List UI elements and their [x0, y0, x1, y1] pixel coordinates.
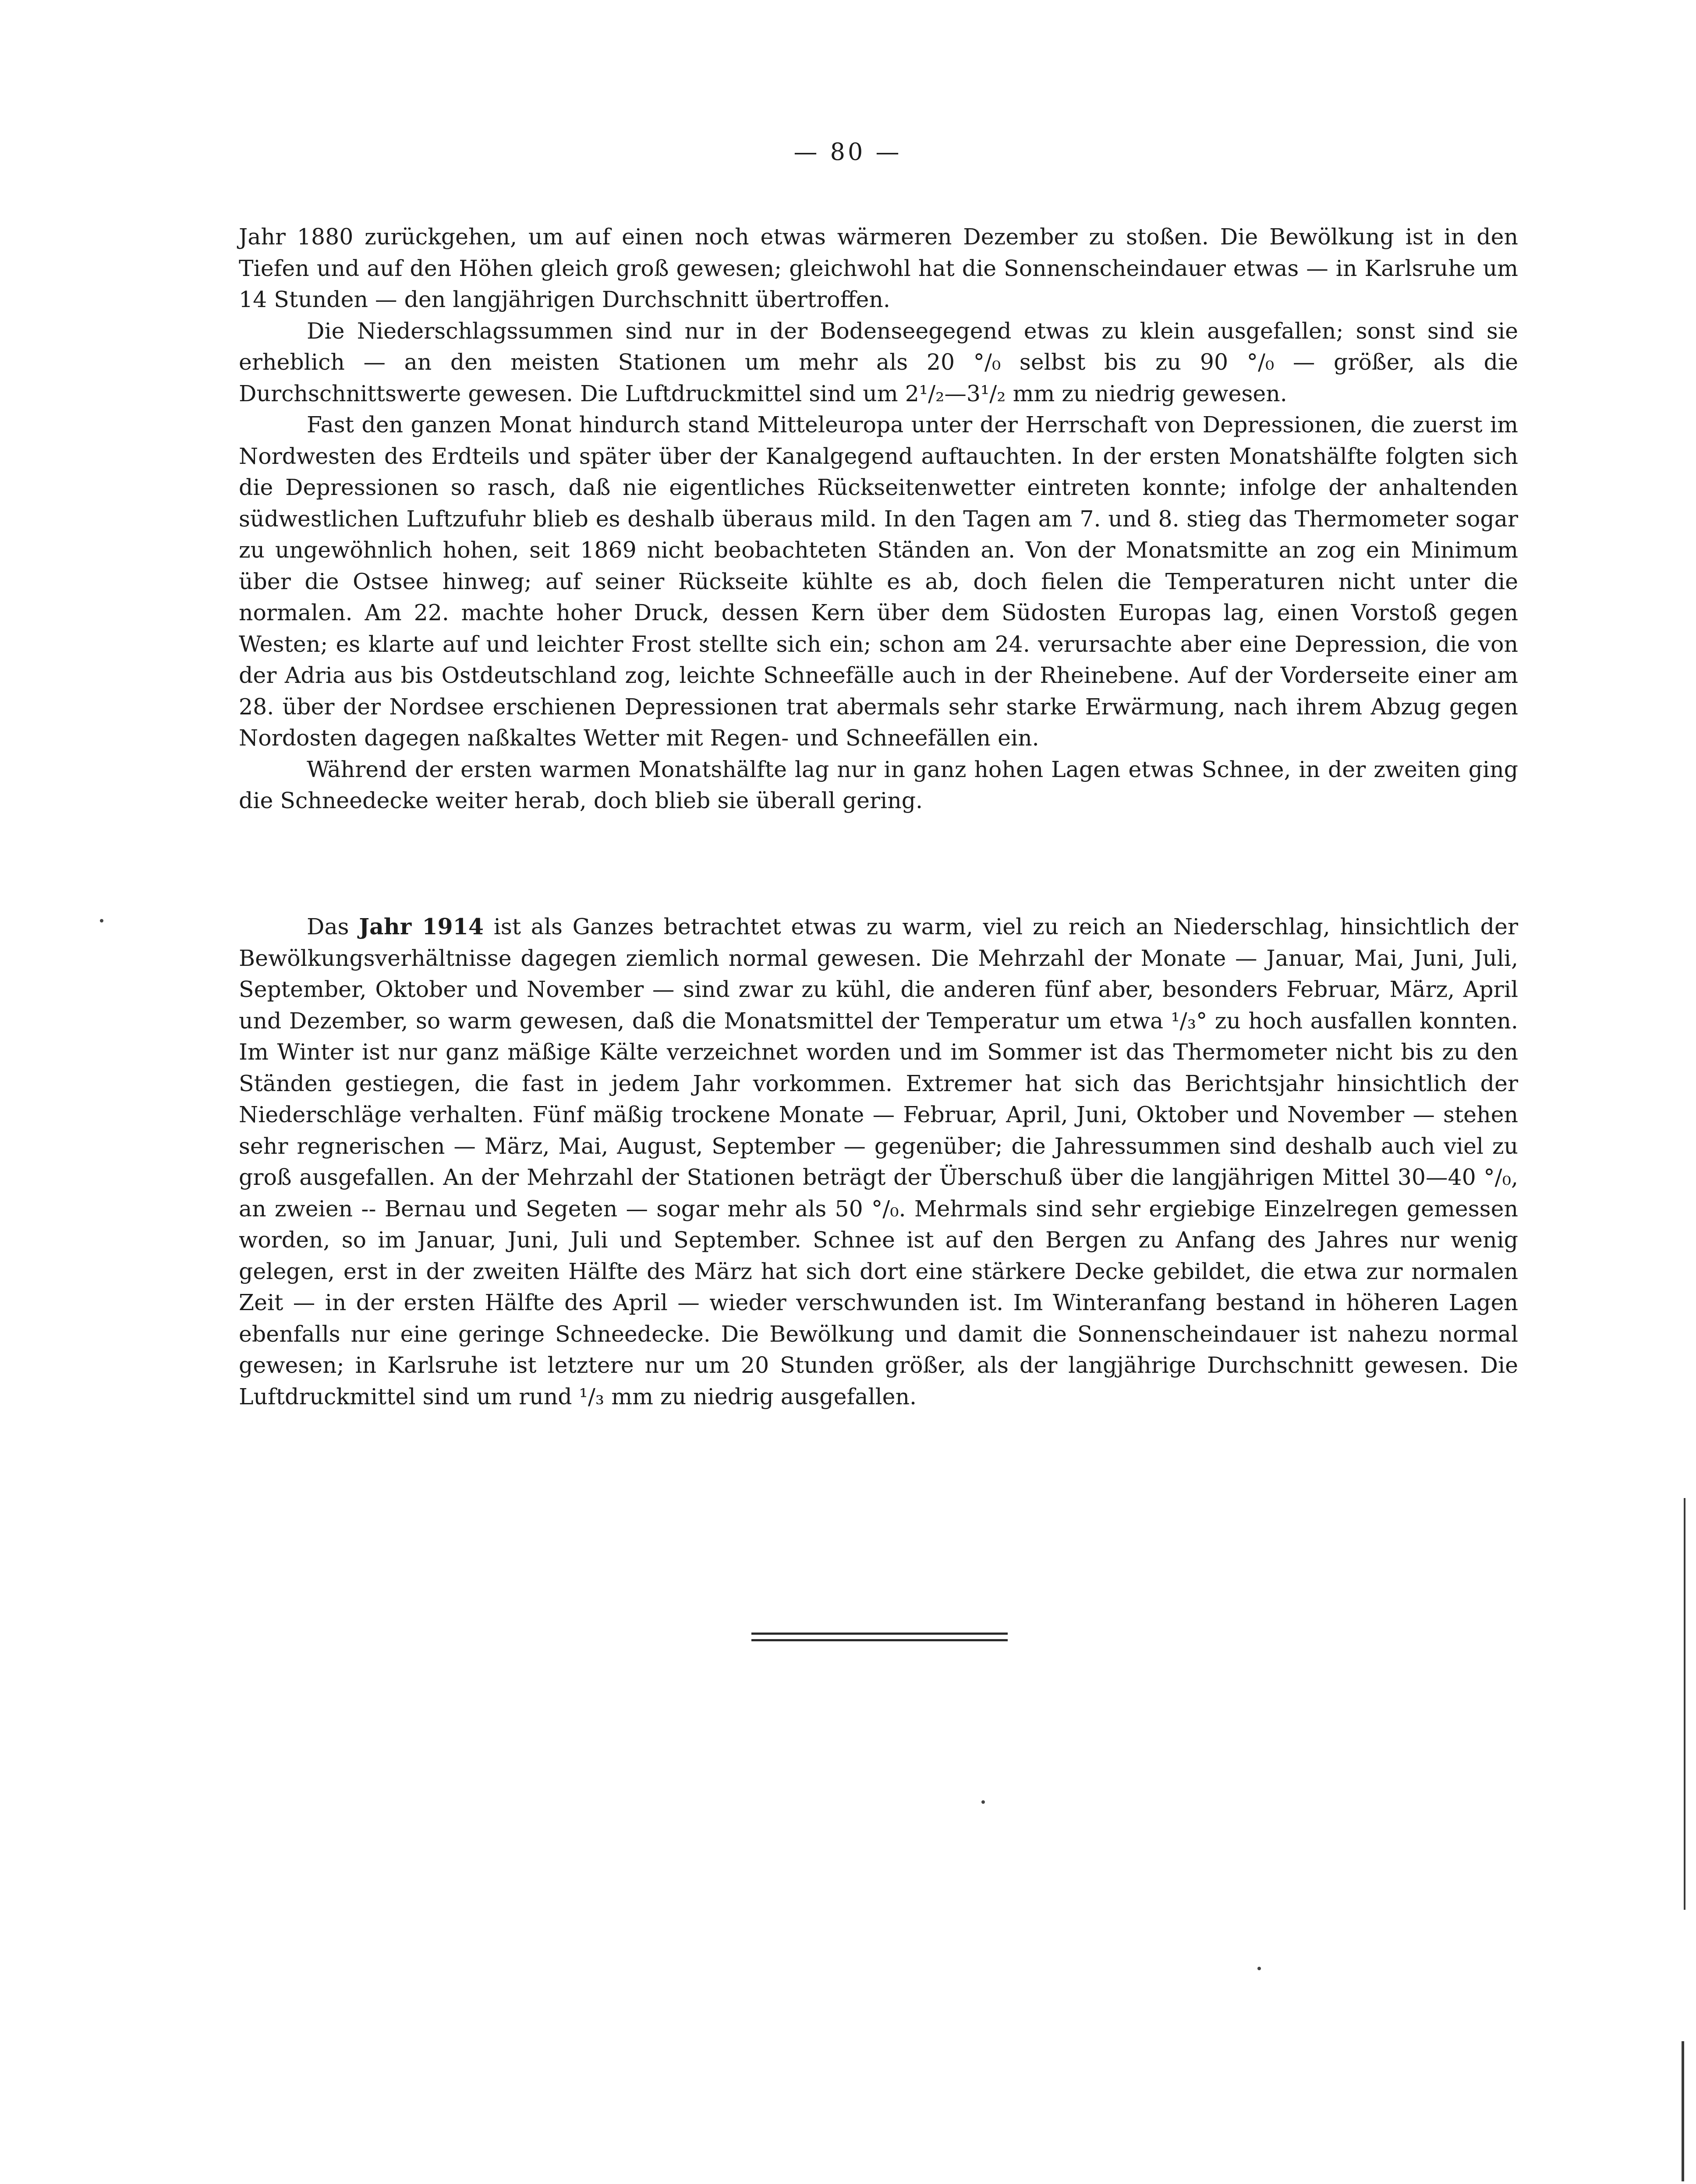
december-section [239, 221, 1518, 816]
page-number: — 80 — [793, 138, 902, 166]
year-1914-section [239, 911, 1518, 1412]
scan-speck [981, 1800, 985, 1804]
paragraph-continuation: Jahr 1880 zurückgehen, um auf einen noch etwas wärmeren Dezember zu stoßen. Die Bewölkung ist in den Tiefen und auf den Höhen gleich groß gewesen; gleichwohl hat die Sonnenscheindauer etwas — in Karlsruhe um 14 Stunden — den langjährigen Durchschnitt übertroffen. [239, 224, 1518, 312]
scan-speck [1257, 1967, 1261, 1970]
year-summary-text: ist als Ganzes betrachtet etwas zu warm, viel zu reich an Niederschlag, hinsichtlich der Bewölkungsverhältnisse dagegen ziemlich normal gewesen. Die Mehrzahl der Monate — Januar, Mai, Juni, Juli, September, Oktober und November — sind zwar zu kühl, die anderen fünf aber, besonders Februar, März, April und Dezember, so warm gewesen, daß die Monatsmittel der Temperatur um etwa ¹/₃° zu hoch ausfallen konnten. Im Winter ist nur ganz mäßige Kälte verzeichnet worden und im Sommer ist das Thermometer nicht bis zu den Ständen gestiegen, die fast in jedem Jahr vorkommen. Extremer hat sich das Berichtsjahr hinsichtlich der Niederschläge verhalten. Fünf mäßig trockene Monate — Februar, April, Juni, Oktober und November — stehen sehr regnerischen — März, Mai, August, September — gegenüber; die Jahressummen sind deshalb auch viel zu groß ausgefallen. An der Mehrzahl der Stationen beträgt der Überschuß über die langjährigen Mittel 30—40 °/₀, an zweien -- Bernau und Segeten — sogar mehr als 50 °/₀. Mehrmals sind sehr ergiebige Einzelregen gemessen worden, so im Januar, Juni, Juli und September. Schnee ist auf den Bergen zu Anfang des Jahres nur wenig gelegen, erst in der zweiten Hälfte des März hat sich dort eine stärkere Decke gebildet, die etwa zur normalen Zeit — in der ersten Hälfte des April — wieder verschwunden ist. Im Winteranfang bestand in höheren Lagen ebenfalls nur eine geringe Schneedecke. Die Bewölkung und damit die Sonnenscheindauer ist nahezu normal gewesen; in Karlsruhe ist letztere nur um 20 Stunden größer, als der langjährige Durchschnitt gewesen. Die Luftdruckmittel sind um rund ¹/₃ mm zu niedrig ausgefallen. [239, 914, 1519, 1410]
year-heading: Jahr 1914 [359, 914, 484, 940]
scan-edge-line [1684, 1498, 1685, 1910]
section-end-double-rule [751, 1633, 1008, 1641]
paragraph-snow-cover: Während der ersten warmen Monatshälfte lag nur in ganz hohen Lagen etwas Schnee, in der zweiten ging die Schneedecke weiter herab, doch blieb sie überall gering. [239, 756, 1518, 813]
paragraph-weather-course: Fast den ganzen Monat hindurch stand Mitteleuropa unter der Herrschaft von Depressionen, die zuerst im Nordwesten des Erdteils und später über der Kanalgegend auftauchten. In der ersten Monatshälfte folgten sich die Depressionen so rasch, daß nie eigentliches Rückseitenwetter eintreten konnte; infolge der anhaltenden südwestlichen Luftzufuhr blieb es deshalb überaus mild. In den Tagen am 7. und 8. stieg das Thermometer sogar zu ungewöhnlich hohen, seit 1869 nicht beobachteten Ständen an. Von der Monatsmitte an zog ein Minimum über die Ostsee hinweg; auf seiner Rückseite kühlte es ab, doch fielen die Temperaturen nicht unter die normalen. Am 22. machte hoher Druck, dessen Kern über dem Südosten Europas lag, einen Vorstoß gegen Westen; es klarte auf und leichter Frost stellte sich ein; schon am 24. verursachte aber eine Depression, die von der Adria aus bis Ostdeutschland zog, leichte Schneefälle auch in der Rheinebene. Auf der Vorderseite einer am 28. über der Nordsee erschienen Depressionen trat abermals sehr starke Erwärmung, nach ihrem Abzug gegen Nordosten dagegen naßkaltes Wetter mit Regen- und Schneefällen ein. [239, 412, 1518, 751]
paragraph-precipitation: Die Niederschlagssummen sind nur in der Bodenseegegend etwas zu klein ausgefallen; sonst sind sie erheblich — an den meisten Stationen um mehr als 20 °/₀ selbst bis zu 90 °/₀ — größer, als die Durchschnittswerte gewesen. Die Luftdruckmittel sind um 2¹/₂—3¹/₂ mm zu niedrig gewesen. [239, 318, 1518, 406]
scan-speck [100, 919, 103, 922]
scan-edge-line-lower [1682, 2041, 1684, 2181]
year-intro: Das [307, 914, 349, 940]
paragraph-year-1914 [239, 911, 1518, 1412]
